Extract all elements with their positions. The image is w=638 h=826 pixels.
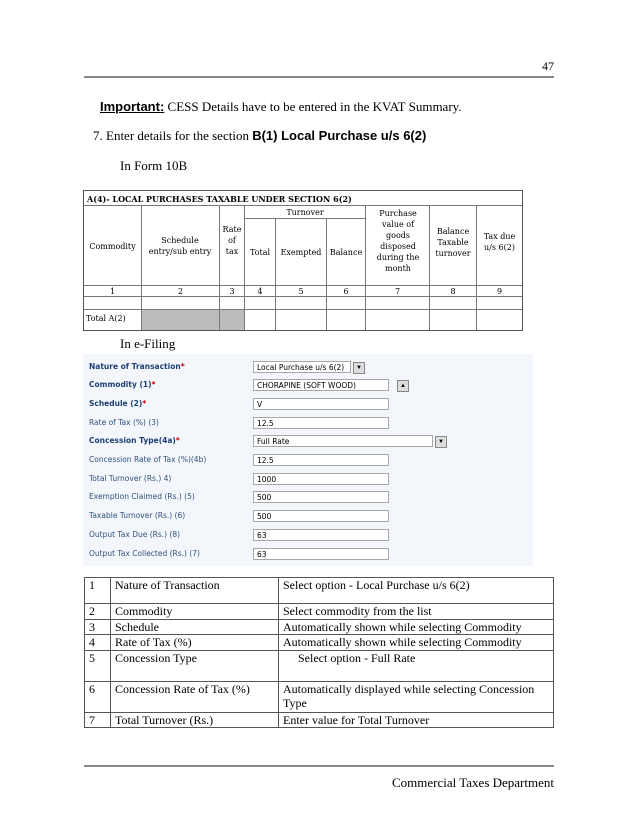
efiling-label: In e-Filing <box>120 336 176 351</box>
rate-of-tax-field[interactable]: 12.5 <box>253 417 389 429</box>
row-number: 1 <box>85 578 111 604</box>
row-action: Automatically shown while selecting Commodity <box>279 635 554 651</box>
exemption-claimed-field[interactable]: 500 <box>253 491 389 503</box>
row-number: 2 <box>85 604 111 620</box>
important-text: CESS Details have to be entered in the KVAT Summary. <box>164 99 462 114</box>
output-tax-collected-field[interactable]: 63 <box>253 548 389 560</box>
total-label: Total A(2) <box>86 314 126 323</box>
concession-type-select[interactable]: Full Rate <box>253 435 433 447</box>
instructions-table <box>84 577 554 728</box>
table-row <box>85 620 554 635</box>
col-header-6: Balance <box>329 248 363 257</box>
step-section: B(1) Local Purchase u/s 6(2) <box>252 128 427 143</box>
important-note <box>100 99 462 115</box>
efield-label-total-turnover: Total Turnover (Rs.) 4) <box>89 474 172 483</box>
output-tax-due-field[interactable]: 63 <box>253 529 389 541</box>
in-form-label: In Form 10B <box>120 158 188 173</box>
col-num-5: 5 <box>298 287 304 296</box>
table-row <box>85 635 554 651</box>
row-field: Rate of Tax (%) <box>111 635 279 651</box>
col-num-4: 4 <box>257 287 263 296</box>
schedule-field[interactable]: V <box>253 398 389 410</box>
col-num-7: 7 <box>394 287 401 296</box>
row-action: Select option - Full Rate <box>279 651 554 682</box>
row-number: 4 <box>85 635 111 651</box>
efield-label-output-tax-collected: Output Tax Collected (Rs.) (7) <box>89 549 200 558</box>
efield-label-schedule: Schedule (2)* <box>89 399 147 408</box>
efield-label-rate: Rate of Tax (%) (3) <box>89 418 159 427</box>
total-turnover-field[interactable]: 1000 <box>253 473 389 485</box>
table-row <box>85 604 554 620</box>
row-number: 5 <box>85 651 111 682</box>
footer-text: Commercial Taxes Department <box>391 775 554 790</box>
row-action: Select option - Local Purchase u/s 6(2) <box>279 578 554 604</box>
col-header-9: Tax due u/s 6(2) <box>483 232 516 252</box>
efield-label-concession-rate: Concession Rate of Tax (%)(4b) <box>89 455 207 464</box>
col-num-3: 3 <box>229 287 235 296</box>
efield-label-output-tax-due: Output Tax Due (Rs.) (8) <box>89 530 181 539</box>
col-header-2: Schedule entry/sub entry <box>148 236 212 256</box>
row-number: 3 <box>85 620 111 635</box>
taxable-turnover-field[interactable]: 500 <box>253 510 389 522</box>
commodity-list-button-icon[interactable]: ▲ <box>397 380 409 392</box>
step-prefix: 7. Enter details for the section <box>93 128 253 143</box>
col-header-7: Purchase value of goods disposed during the month <box>376 209 420 273</box>
row-field: Concession Rate of Tax (%) <box>111 682 279 713</box>
row-number: 6 <box>85 682 111 713</box>
row-action: Automatically displayed while selecting Concession Type <box>279 682 554 713</box>
nature-of-transaction-select[interactable]: Local Purchase u/s 6(2) <box>253 361 351 373</box>
row-field: Schedule <box>111 620 279 635</box>
table-row <box>85 713 554 728</box>
turnover-header: Turnover <box>286 208 324 217</box>
nature-dropdown-arrow-icon[interactable]: ▼ <box>353 362 365 374</box>
row-field: Commodity <box>111 604 279 620</box>
col-header-8: Balance Taxable turnover <box>435 227 471 258</box>
col-num-6: 6 <box>343 287 349 296</box>
col-num-1: 1 <box>109 287 116 296</box>
important-label: Important: <box>100 99 165 114</box>
col-num-8: 8 <box>450 287 456 296</box>
row-field: Concession Type <box>111 651 279 682</box>
row-field: Total Turnover (Rs.) <box>111 713 279 728</box>
step-instruction <box>93 128 426 144</box>
form10b-title: A(4)- LOCAL PURCHASES TAXABLE UNDER SECTION 6(2) <box>87 194 352 204</box>
col-num-2: 2 <box>177 287 184 296</box>
col-header-5: Exempted <box>280 248 322 257</box>
row-action: Automatically shown while selecting Commodity <box>279 620 554 635</box>
efield-label-nature: Nature of Transaction* <box>89 362 185 371</box>
concession-dropdown-arrow-icon[interactable]: ▼ <box>435 436 447 448</box>
row-action: Select commodity from the list <box>279 604 554 620</box>
efield-label-commodity: Commodity (1)* <box>89 380 156 389</box>
table-row <box>85 578 554 604</box>
efield-label-concession-type: Concession Type(4a)* <box>89 436 180 445</box>
commodity-field[interactable]: CHORAPINE (SOFT WOOD) <box>253 379 389 391</box>
col-num-9: 9 <box>496 287 503 296</box>
table-row <box>85 682 554 713</box>
efield-label-exemption: Exemption Claimed (Rs.) (5) <box>89 492 195 501</box>
footer-rule <box>84 765 554 767</box>
row-number: 7 <box>85 713 111 728</box>
col-header-3: Rate of tax <box>222 225 242 256</box>
col-header-1: Commodity <box>89 242 136 251</box>
table-row <box>85 651 554 682</box>
form10b-table <box>83 190 523 331</box>
efield-label-taxable-turnover: Taxable Turnover (Rs.) (6) <box>89 511 186 520</box>
concession-rate-field[interactable]: 12.5 <box>253 454 389 466</box>
header-rule <box>84 76 554 78</box>
col-header-4: Total <box>249 248 271 257</box>
page-number: 47 <box>542 59 554 73</box>
row-action: Enter value for Total Turnover <box>279 713 554 728</box>
row-field: Nature of Transaction <box>111 578 279 604</box>
efiling-form <box>83 354 533 566</box>
